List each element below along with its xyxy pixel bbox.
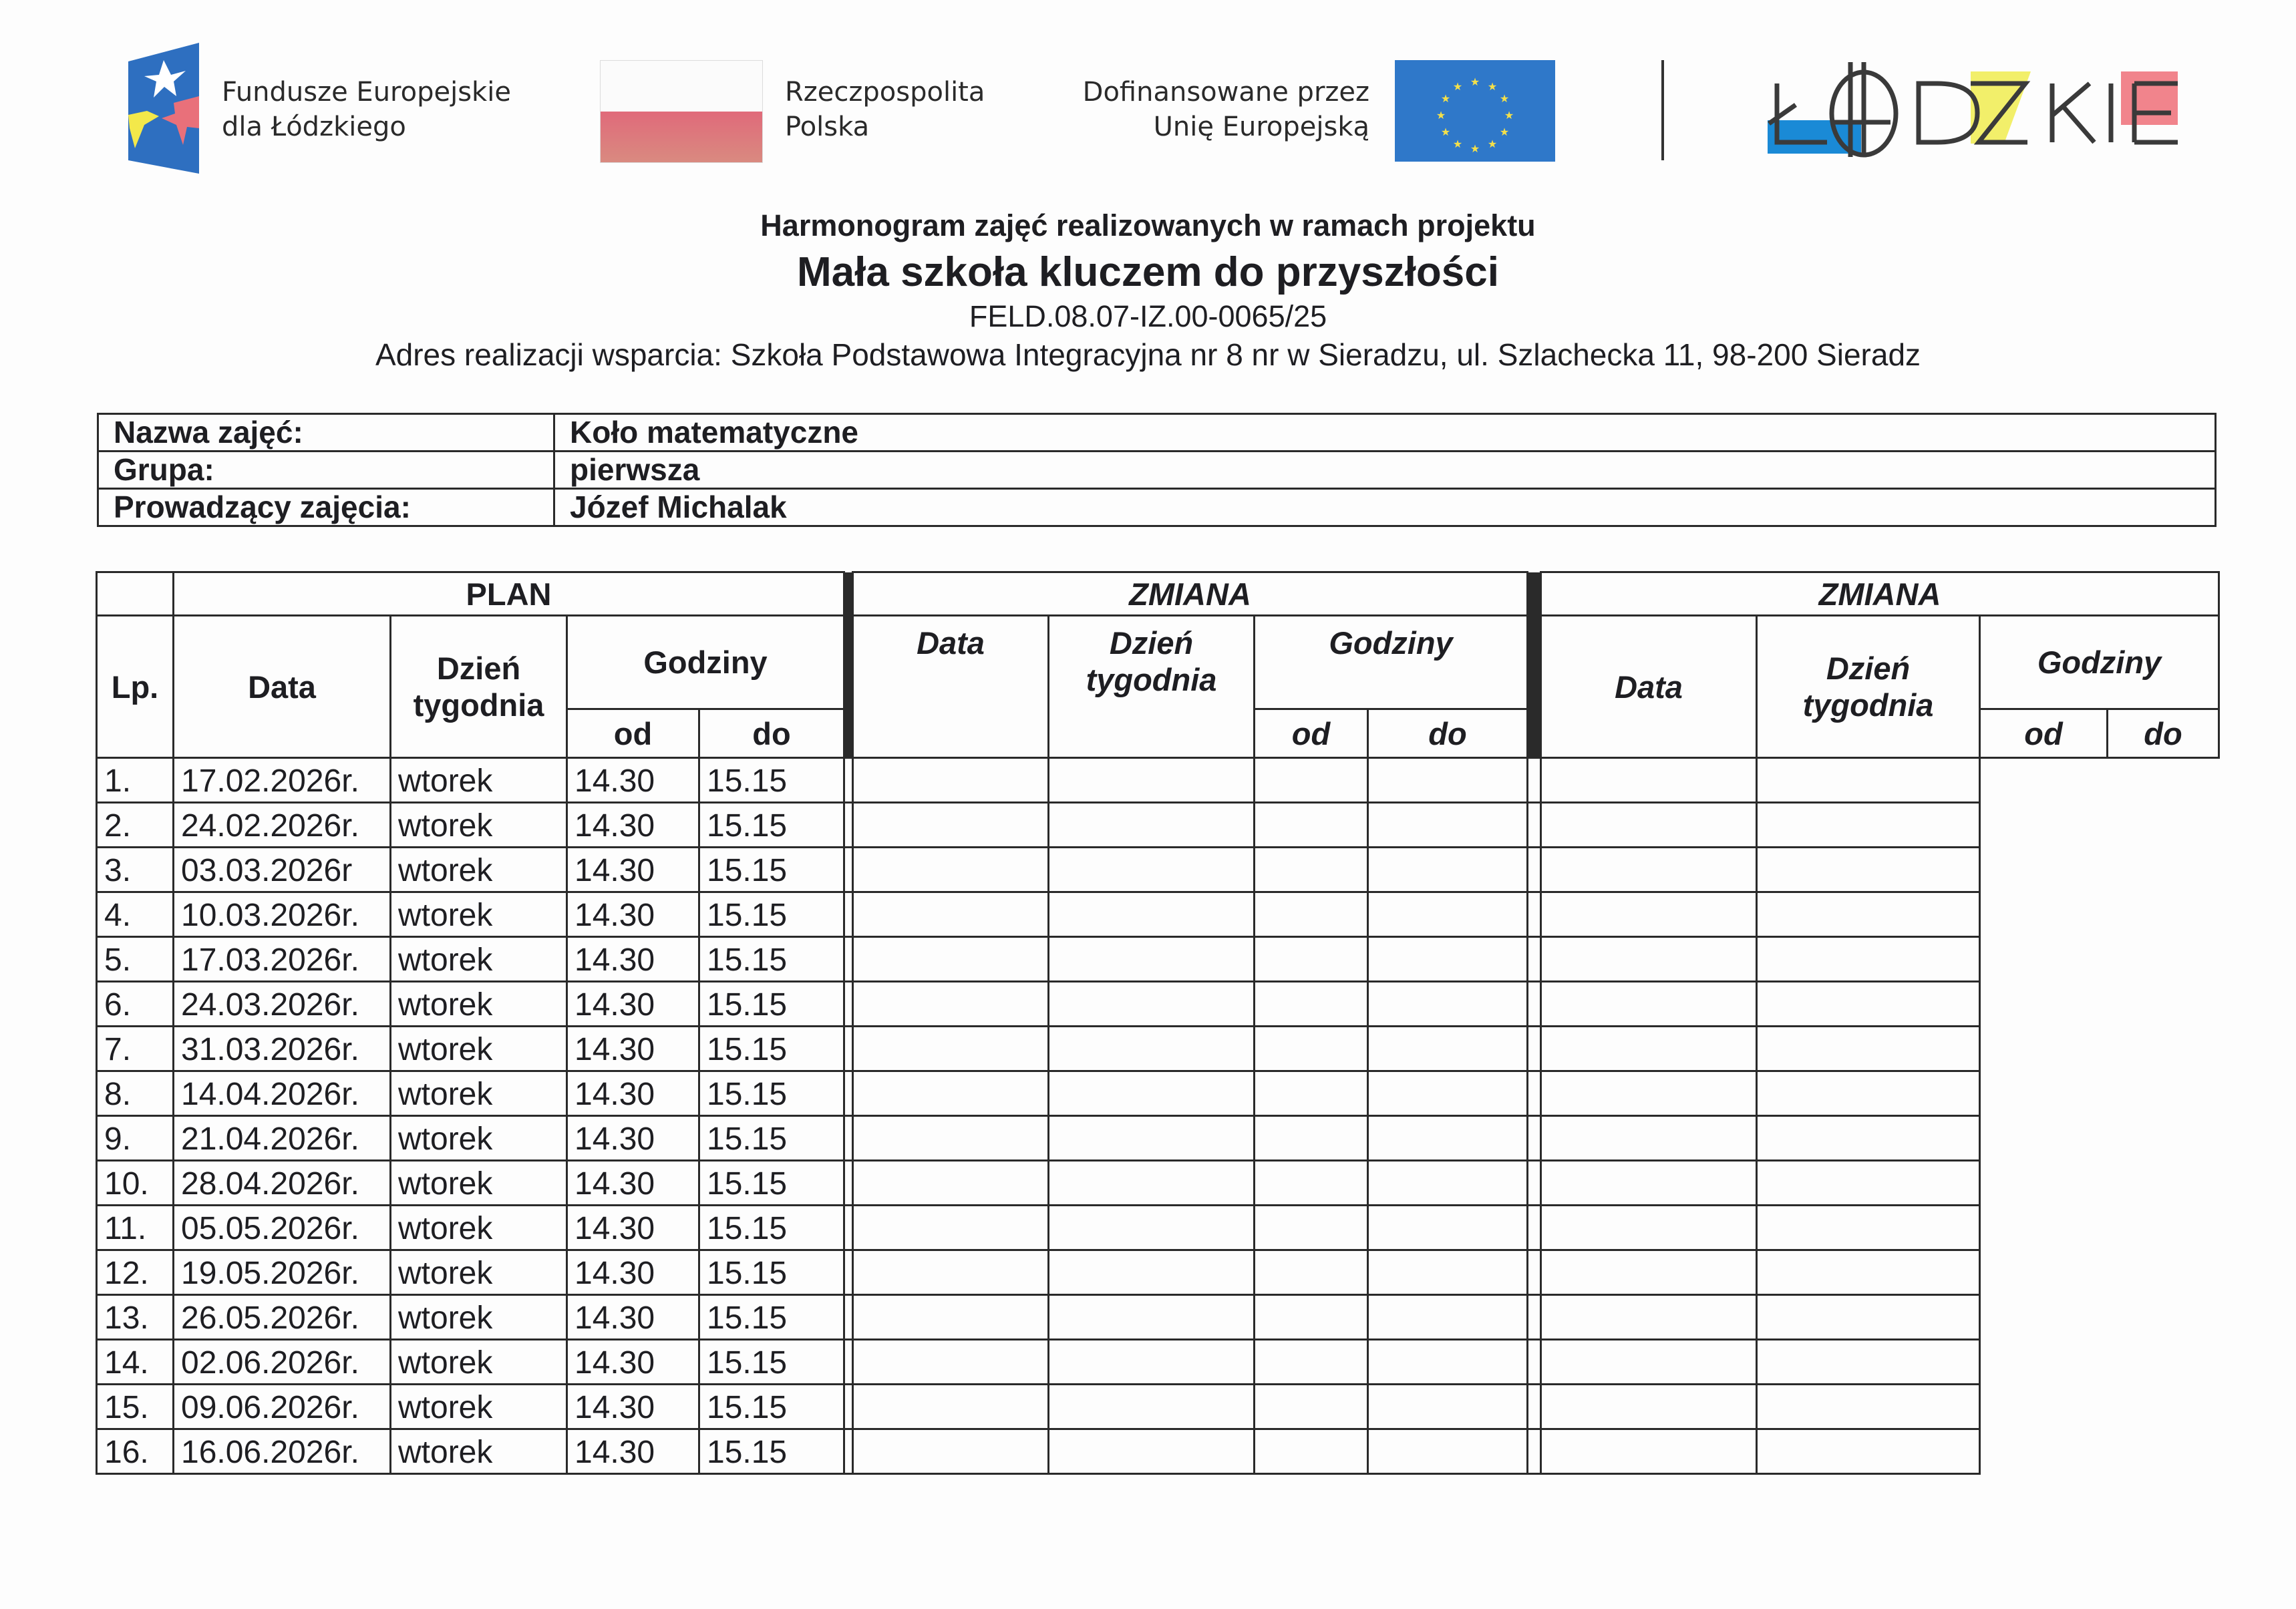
change1-day-cell[interactable] — [853, 758, 1049, 803]
change2-date-cell[interactable] — [1368, 1116, 1528, 1161]
change2-date-cell[interactable] — [1368, 892, 1528, 937]
change2-date-cell[interactable] — [1368, 1340, 1528, 1385]
rzeczpospolita-polska-text — [785, 75, 985, 144]
date-cell: 28.04.2026r. — [174, 1161, 391, 1206]
lodzkie-logo-icon — [1764, 57, 2191, 164]
schedule-heading: Harmonogram zajęć realizowanych w ramach projektu — [760, 208, 1536, 242]
table-row — [97, 1206, 2219, 1250]
table-row — [97, 758, 2219, 803]
change1-from-cell[interactable] — [1049, 1161, 1255, 1206]
change1-day-cell[interactable] — [853, 982, 1049, 1027]
change2-to-cell[interactable] — [1757, 803, 1980, 848]
to-cell: 15.15 — [699, 848, 844, 892]
table-row — [97, 1250, 2219, 1295]
change2-date-cell[interactable] — [1368, 1027, 1528, 1071]
change2-day-cell[interactable] — [1528, 892, 1541, 937]
change2-from-cell[interactable] — [1541, 1385, 1757, 1429]
lp-cell: 12. — [97, 1250, 174, 1295]
lp-cell: 10. — [97, 1161, 174, 1206]
table-row — [97, 1027, 2219, 1071]
lp-cell: 6. — [97, 982, 174, 1027]
change2-to-header: do — [2108, 709, 2219, 758]
change2-date-cell[interactable] — [1368, 1161, 1528, 1206]
change2-to-cell[interactable] — [1757, 982, 1980, 1027]
change2-date-cell[interactable] — [1368, 1206, 1528, 1250]
lp-cell: 16. — [97, 1429, 174, 1474]
day-cell: wtorek — [391, 1250, 567, 1295]
day-cell: wtorek — [391, 848, 567, 892]
change2-from-cell[interactable] — [1541, 892, 1757, 937]
logo-divider — [1661, 60, 1664, 160]
table-row — [97, 848, 2219, 892]
lp-cell: 11. — [97, 1206, 174, 1250]
to-cell: 15.15 — [699, 1206, 844, 1250]
change2-from-cell[interactable] — [1541, 937, 1757, 982]
change2-date-cell[interactable] — [1368, 1295, 1528, 1340]
logo-text-line: Unię Europejską — [1153, 112, 1369, 142]
lp-cell: 8. — [97, 1071, 174, 1116]
change2-from-cell[interactable] — [1541, 1429, 1757, 1474]
change2-to-cell[interactable] — [1757, 1161, 1980, 1206]
change1-from-cell[interactable] — [1049, 1116, 1255, 1161]
fundusze-europejskie-text — [222, 75, 511, 144]
change1-date-cell[interactable] — [844, 1340, 853, 1385]
change2-to-cell[interactable] — [1757, 1027, 1980, 1071]
change2-section-header: ZMIANA — [1541, 572, 2219, 616]
instructor-value: Józef Michalak — [554, 489, 2216, 526]
plan-day-column-header: Dzień tygodnia — [391, 616, 567, 758]
change1-to-header: do — [1368, 709, 1528, 758]
date-cell: 16.06.2026r. — [174, 1429, 391, 1474]
change2-to-cell[interactable] — [1757, 1250, 1980, 1295]
to-cell: 15.15 — [699, 1161, 844, 1206]
day-cell: wtorek — [391, 892, 567, 937]
change1-date-cell[interactable] — [844, 1071, 853, 1116]
lp-cell: 5. — [97, 937, 174, 982]
change2-day-cell[interactable] — [1528, 1295, 1541, 1340]
day-cell: wtorek — [391, 1429, 567, 1474]
blank-corner — [97, 572, 174, 616]
date-cell: 24.02.2026r. — [174, 803, 391, 848]
svg-text:★: ★ — [1440, 126, 1451, 138]
change1-from-cell[interactable] — [1049, 848, 1255, 892]
project-name: Mała szkoła kluczem do przyszłości — [797, 249, 1499, 295]
plan-section-header: PLAN — [174, 572, 844, 616]
change2-to-cell[interactable] — [1757, 1340, 1980, 1385]
change2-from-cell[interactable] — [1541, 803, 1757, 848]
date-cell: 03.03.2026r — [174, 848, 391, 892]
change2-from-cell[interactable] — [1541, 1295, 1757, 1340]
day-cell: wtorek — [391, 1116, 567, 1161]
change2-from-cell[interactable] — [1541, 1027, 1757, 1071]
change2-date-cell[interactable] — [1368, 803, 1528, 848]
change1-from-cell[interactable] — [1049, 1027, 1255, 1071]
change1-day-cell[interactable] — [853, 1250, 1049, 1295]
change1-date-cell[interactable] — [844, 1295, 853, 1340]
change1-day-cell[interactable] — [853, 1385, 1049, 1429]
change2-from-cell[interactable] — [1541, 1250, 1757, 1295]
change1-date-cell[interactable] — [844, 1250, 853, 1295]
change2-day-cell[interactable] — [1528, 1027, 1541, 1071]
change2-day-cell[interactable] — [1528, 758, 1541, 803]
change1-day-cell[interactable] — [853, 803, 1049, 848]
project-code: FELD.08.07-IZ.00-0065/25 — [969, 299, 1327, 333]
from-cell: 14.30 — [567, 892, 699, 937]
to-cell: 15.15 — [699, 892, 844, 937]
day-cell: wtorek — [391, 1385, 567, 1429]
from-cell: 14.30 — [567, 1027, 699, 1071]
date-cell: 17.03.2026r. — [174, 937, 391, 982]
change1-date-cell[interactable] — [844, 1116, 853, 1161]
change2-to-cell[interactable] — [1757, 892, 1980, 937]
change2-date-cell[interactable] — [1368, 937, 1528, 982]
change1-from-cell[interactable] — [1049, 1071, 1255, 1116]
fundusze-europejskie-emblem-icon — [127, 41, 200, 175]
change1-from-cell[interactable] — [1049, 1206, 1255, 1250]
table-row — [97, 892, 2219, 937]
change2-to-cell[interactable] — [1757, 1206, 1980, 1250]
from-cell: 14.30 — [567, 1385, 699, 1429]
info-row-group — [98, 452, 2216, 489]
change2-day-column-header: Dzień tygodnia — [1757, 616, 1980, 758]
table-row — [97, 803, 2219, 848]
change1-to-cell[interactable] — [1255, 937, 1368, 982]
day-cell: wtorek — [391, 1071, 567, 1116]
change2-date-cell[interactable] — [1368, 1429, 1528, 1474]
change2-hours-column-header: Godziny — [1980, 616, 2219, 709]
change2-date-cell[interactable] — [1368, 1071, 1528, 1116]
change2-to-cell[interactable] — [1757, 758, 1980, 803]
change1-date-cell[interactable] — [844, 848, 853, 892]
to-cell: 15.15 — [699, 1027, 844, 1071]
change1-day-column-header: Dzień tygodnia — [1049, 616, 1255, 758]
change1-date-cell[interactable] — [844, 1161, 853, 1206]
change2-from-cell[interactable] — [1541, 1116, 1757, 1161]
from-cell: 14.30 — [567, 803, 699, 848]
svg-text:★: ★ — [1487, 80, 1498, 93]
table-row — [97, 1161, 2219, 1206]
change1-from-cell[interactable] — [1049, 1295, 1255, 1340]
group-label: Grupa: — [98, 452, 554, 489]
change2-date-column-header: Data — [1541, 616, 1757, 758]
lp-cell: 1. — [97, 758, 174, 803]
date-cell: 19.05.2026r. — [174, 1250, 391, 1295]
date-cell: 24.03.2026r. — [174, 982, 391, 1027]
plan-from-header: od — [567, 709, 699, 758]
lp-column-header: Lp. — [97, 616, 174, 758]
class-name-label: Nazwa zajęć: — [98, 414, 554, 452]
change1-to-cell[interactable] — [1255, 1385, 1368, 1429]
change1-date-cell[interactable] — [844, 1027, 853, 1071]
change2-from-header: od — [1980, 709, 2108, 758]
change2-date-cell[interactable] — [1368, 1250, 1528, 1295]
change1-date-cell[interactable] — [844, 1206, 853, 1250]
date-cell: 31.03.2026r. — [174, 1027, 391, 1071]
svg-text:★: ★ — [1487, 138, 1498, 150]
change1-to-cell[interactable] — [1255, 892, 1368, 937]
section-divider — [1528, 572, 1541, 758]
section-header-row — [97, 572, 2219, 616]
svg-text:★: ★ — [1504, 109, 1514, 122]
change1-date-cell[interactable] — [844, 937, 853, 982]
change2-from-cell[interactable] — [1541, 758, 1757, 803]
change1-to-cell[interactable] — [1255, 848, 1368, 892]
table-row — [97, 1429, 2219, 1474]
change1-date-cell[interactable] — [844, 758, 853, 803]
logo-text-line: Dofinansowane przez — [1082, 77, 1369, 108]
lp-cell: 7. — [97, 1027, 174, 1071]
logo-text-line: Fundusze Europejskie — [222, 77, 511, 108]
change2-to-cell[interactable] — [1757, 1385, 1980, 1429]
to-cell: 15.15 — [699, 1295, 844, 1340]
from-cell: 14.30 — [567, 758, 699, 803]
lp-cell: 2. — [97, 803, 174, 848]
plan-date-column-header: Data — [174, 616, 391, 758]
change1-from-header: od — [1255, 709, 1368, 758]
change1-date-cell[interactable] — [844, 803, 853, 848]
svg-text:★: ★ — [1436, 109, 1446, 122]
table-row — [97, 1385, 2219, 1429]
change1-to-cell[interactable] — [1255, 1116, 1368, 1161]
day-cell: wtorek — [391, 937, 567, 982]
change2-from-cell[interactable] — [1541, 1071, 1757, 1116]
change2-day-cell[interactable] — [1528, 1340, 1541, 1385]
table-row — [97, 1295, 2219, 1340]
change2-day-cell[interactable] — [1528, 1071, 1541, 1116]
polish-flag-icon — [600, 60, 763, 163]
change1-day-cell[interactable] — [853, 892, 1049, 937]
change2-from-cell[interactable] — [1541, 1206, 1757, 1250]
change2-to-cell[interactable] — [1757, 1295, 1980, 1340]
table-row — [97, 1340, 2219, 1385]
change1-day-cell[interactable] — [853, 1429, 1049, 1474]
day-cell: wtorek — [391, 803, 567, 848]
change1-day-cell[interactable] — [853, 1340, 1049, 1385]
to-cell: 15.15 — [699, 982, 844, 1027]
change2-day-cell[interactable] — [1528, 982, 1541, 1027]
lp-cell: 15. — [97, 1385, 174, 1429]
table-row — [97, 1071, 2219, 1116]
day-cell: wtorek — [391, 1295, 567, 1340]
from-cell: 14.30 — [567, 1340, 699, 1385]
change2-to-cell[interactable] — [1757, 1429, 1980, 1474]
change1-section-header: ZMIANA — [853, 572, 1528, 616]
svg-text:★: ★ — [1452, 138, 1463, 150]
change1-to-cell[interactable] — [1255, 1340, 1368, 1385]
change1-day-cell[interactable] — [853, 1161, 1049, 1206]
class-name-value: Koło matematyczne — [554, 414, 2216, 452]
svg-text:★: ★ — [1470, 75, 1480, 88]
change1-day-cell[interactable] — [853, 848, 1049, 892]
lp-cell: 14. — [97, 1340, 174, 1385]
day-cell: wtorek — [391, 1027, 567, 1071]
change1-day-cell[interactable] — [853, 1206, 1049, 1250]
change2-day-cell[interactable] — [1528, 937, 1541, 982]
change2-day-cell[interactable] — [1528, 1206, 1541, 1250]
date-cell: 26.05.2026r. — [174, 1295, 391, 1340]
lp-cell: 9. — [97, 1116, 174, 1161]
logo-text-line: dla Łódzkiego — [222, 112, 406, 142]
change1-day-cell[interactable] — [853, 1071, 1049, 1116]
date-cell: 10.03.2026r. — [174, 892, 391, 937]
svg-text:★: ★ — [1470, 142, 1480, 155]
from-cell: 14.30 — [567, 1295, 699, 1340]
column-header-row — [97, 616, 2219, 709]
change2-from-cell[interactable] — [1541, 1340, 1757, 1385]
to-cell: 15.15 — [699, 1071, 844, 1116]
table-row — [97, 937, 2219, 982]
change1-from-cell[interactable] — [1049, 758, 1255, 803]
to-cell: 15.15 — [699, 1429, 844, 1474]
change2-day-cell[interactable] — [1528, 1116, 1541, 1161]
change1-to-cell[interactable] — [1255, 758, 1368, 803]
svg-text:★: ★ — [1499, 126, 1510, 138]
change1-day-cell[interactable] — [853, 937, 1049, 982]
change1-to-cell[interactable] — [1255, 1071, 1368, 1116]
change2-from-cell[interactable] — [1541, 848, 1757, 892]
change2-date-cell[interactable] — [1368, 848, 1528, 892]
change1-from-cell[interactable] — [1049, 803, 1255, 848]
date-cell: 17.02.2026r. — [174, 758, 391, 803]
change1-date-cell[interactable] — [844, 1429, 853, 1474]
class-info-table — [97, 413, 2217, 527]
change2-day-cell[interactable] — [1528, 803, 1541, 848]
change2-day-cell[interactable] — [1528, 1429, 1541, 1474]
change1-day-cell[interactable] — [853, 1027, 1049, 1071]
change1-to-cell[interactable] — [1255, 1429, 1368, 1474]
instructor-label: Prowadzący zajęcia: — [98, 489, 554, 526]
from-cell: 14.30 — [567, 1116, 699, 1161]
from-cell: 14.30 — [567, 1161, 699, 1206]
change1-date-cell[interactable] — [844, 982, 853, 1027]
from-cell: 14.30 — [567, 1071, 699, 1116]
from-cell: 14.30 — [567, 1429, 699, 1474]
change1-day-cell[interactable] — [853, 1295, 1049, 1340]
to-cell: 15.15 — [699, 1250, 844, 1295]
change1-date-column-header: Data — [853, 616, 1049, 758]
group-value: pierwsza — [554, 452, 2216, 489]
svg-text:★: ★ — [1440, 92, 1451, 105]
plan-hours-column-header: Godziny — [567, 616, 844, 709]
change2-date-cell[interactable] — [1368, 758, 1528, 803]
date-cell: 14.04.2026r. — [174, 1071, 391, 1116]
change2-to-cell[interactable] — [1757, 937, 1980, 982]
change1-date-cell[interactable] — [844, 1385, 853, 1429]
lp-cell: 13. — [97, 1295, 174, 1340]
day-cell: wtorek — [391, 1340, 567, 1385]
change1-hours-column-header: Godziny — [1255, 616, 1528, 709]
eu-flag-icon — [1395, 60, 1555, 162]
from-cell: 14.30 — [567, 848, 699, 892]
to-cell: 15.15 — [699, 803, 844, 848]
change2-from-cell[interactable] — [1541, 1161, 1757, 1206]
from-cell: 14.30 — [567, 982, 699, 1027]
change1-from-cell[interactable] — [1049, 982, 1255, 1027]
schedule-table — [96, 571, 2220, 1475]
change1-to-cell[interactable] — [1255, 803, 1368, 848]
logo-text-line: Polska — [785, 112, 870, 142]
from-cell: 14.30 — [567, 1206, 699, 1250]
change1-day-cell[interactable] — [853, 1116, 1049, 1161]
table-row — [97, 1116, 2219, 1161]
change1-to-cell[interactable] — [1255, 982, 1368, 1027]
change1-to-cell[interactable] — [1255, 1027, 1368, 1071]
change1-from-cell[interactable] — [1049, 1385, 1255, 1429]
change2-date-cell[interactable] — [1368, 1385, 1528, 1429]
date-cell: 02.06.2026r. — [174, 1340, 391, 1385]
change1-from-cell[interactable] — [1049, 1429, 1255, 1474]
change2-from-cell[interactable] — [1541, 982, 1757, 1027]
day-cell: wtorek — [391, 982, 567, 1027]
to-cell: 15.15 — [699, 937, 844, 982]
date-cell: 05.05.2026r. — [174, 1206, 391, 1250]
change1-to-cell[interactable] — [1255, 1161, 1368, 1206]
svg-text:★: ★ — [1499, 92, 1510, 105]
change1-to-cell[interactable] — [1255, 1295, 1368, 1340]
svg-text:★: ★ — [1452, 80, 1463, 93]
change2-to-cell[interactable] — [1757, 1071, 1980, 1116]
info-row-class-name — [98, 414, 2216, 452]
change2-day-cell[interactable] — [1528, 1385, 1541, 1429]
from-cell: 14.30 — [567, 937, 699, 982]
change2-date-cell[interactable] — [1368, 982, 1528, 1027]
from-cell: 14.30 — [567, 1250, 699, 1295]
change2-day-cell[interactable] — [1528, 1250, 1541, 1295]
to-cell: 15.15 — [699, 1340, 844, 1385]
change1-from-cell[interactable] — [1049, 1340, 1255, 1385]
change1-to-cell[interactable] — [1255, 1250, 1368, 1295]
day-cell: wtorek — [391, 1161, 567, 1206]
lp-cell: 3. — [97, 848, 174, 892]
change2-to-cell[interactable] — [1757, 848, 1980, 892]
date-cell: 21.04.2026r. — [174, 1116, 391, 1161]
table-row — [97, 982, 2219, 1027]
logo-text-line: Rzeczpospolita — [785, 77, 985, 108]
change1-from-cell[interactable] — [1049, 937, 1255, 982]
change2-day-cell[interactable] — [1528, 848, 1541, 892]
day-cell: wtorek — [391, 1206, 567, 1250]
change2-day-cell[interactable] — [1528, 1161, 1541, 1206]
to-cell: 15.15 — [699, 1385, 844, 1429]
date-cell: 09.06.2026r. — [174, 1385, 391, 1429]
change1-date-cell[interactable] — [844, 892, 853, 937]
to-cell: 15.15 — [699, 1116, 844, 1161]
change1-from-cell[interactable] — [1049, 1250, 1255, 1295]
support-address: Adres realizacji wsparcia: Szkoła Podstawowa Integracyjna nr 8 nr w Sieradzu, ul. Szlachecka 11, 98-200 Sieradz — [375, 337, 1921, 372]
lp-cell: 4. — [97, 892, 174, 937]
info-row-instructor — [98, 489, 2216, 526]
eu-cofinanced-text — [1062, 75, 1369, 144]
change1-from-cell[interactable] — [1049, 892, 1255, 937]
change1-to-cell[interactable] — [1255, 1206, 1368, 1250]
day-cell: wtorek — [391, 758, 567, 803]
change2-to-cell[interactable] — [1757, 1116, 1980, 1161]
to-cell: 15.15 — [699, 758, 844, 803]
plan-to-header: do — [699, 709, 844, 758]
section-divider — [844, 572, 853, 758]
